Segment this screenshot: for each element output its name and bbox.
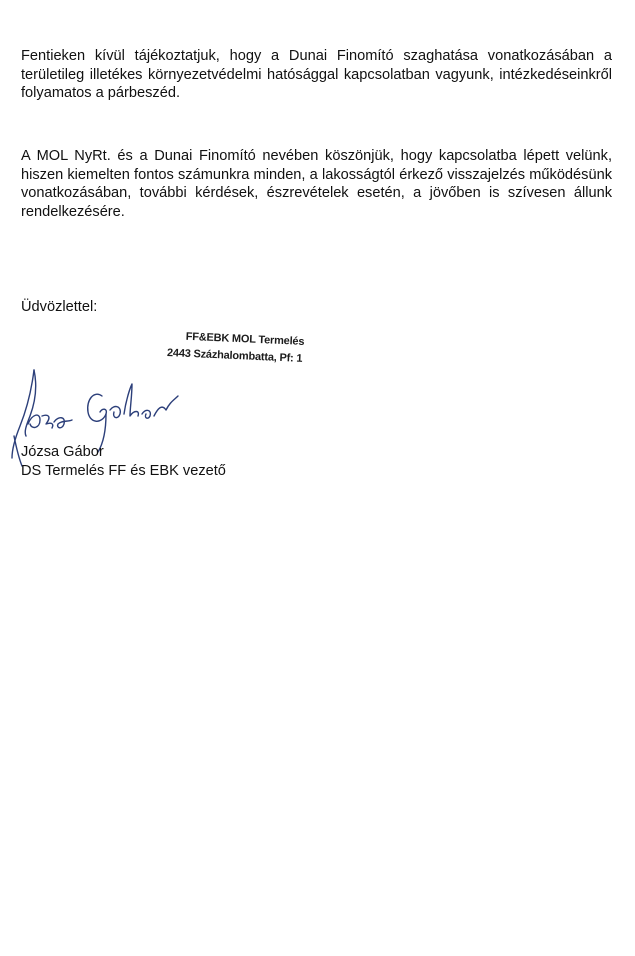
paragraph-odor-authority: Fentieken kívül tájékoztatjuk, hogy a Dunai Finomító szaghatása vonatkozásában a területileg illetékes környezetvédelmi hatósággal kapcsolatban vagyunk, intézkedéseinkről folyamatos a párbeszéd. [21, 48, 612, 101]
signer-title: DS Termelés FF és EBK vezető [21, 463, 226, 479]
stamp-department: FF&EBK MOL Termelés [185, 330, 305, 348]
signer-name: Józsa Gábor [21, 444, 104, 460]
paragraph-thanks: A MOL NyRt. és a Dunai Finomító nevében köszönjük, hogy kapcsolatba lépett velünk, hiszen kiemelten fontos számunkra minden, a lakosságtól érkező visszajelzés működésünk vonatkozásában, további kérdések, észrevételek esetén, a jövőben is szívesen állunk rendelkezésére. [21, 148, 612, 220]
stamp-address: 2443 Százhalombatta, Pf: 1 [166, 346, 303, 365]
closing-greeting: Üdvözlettel: [21, 299, 98, 315]
